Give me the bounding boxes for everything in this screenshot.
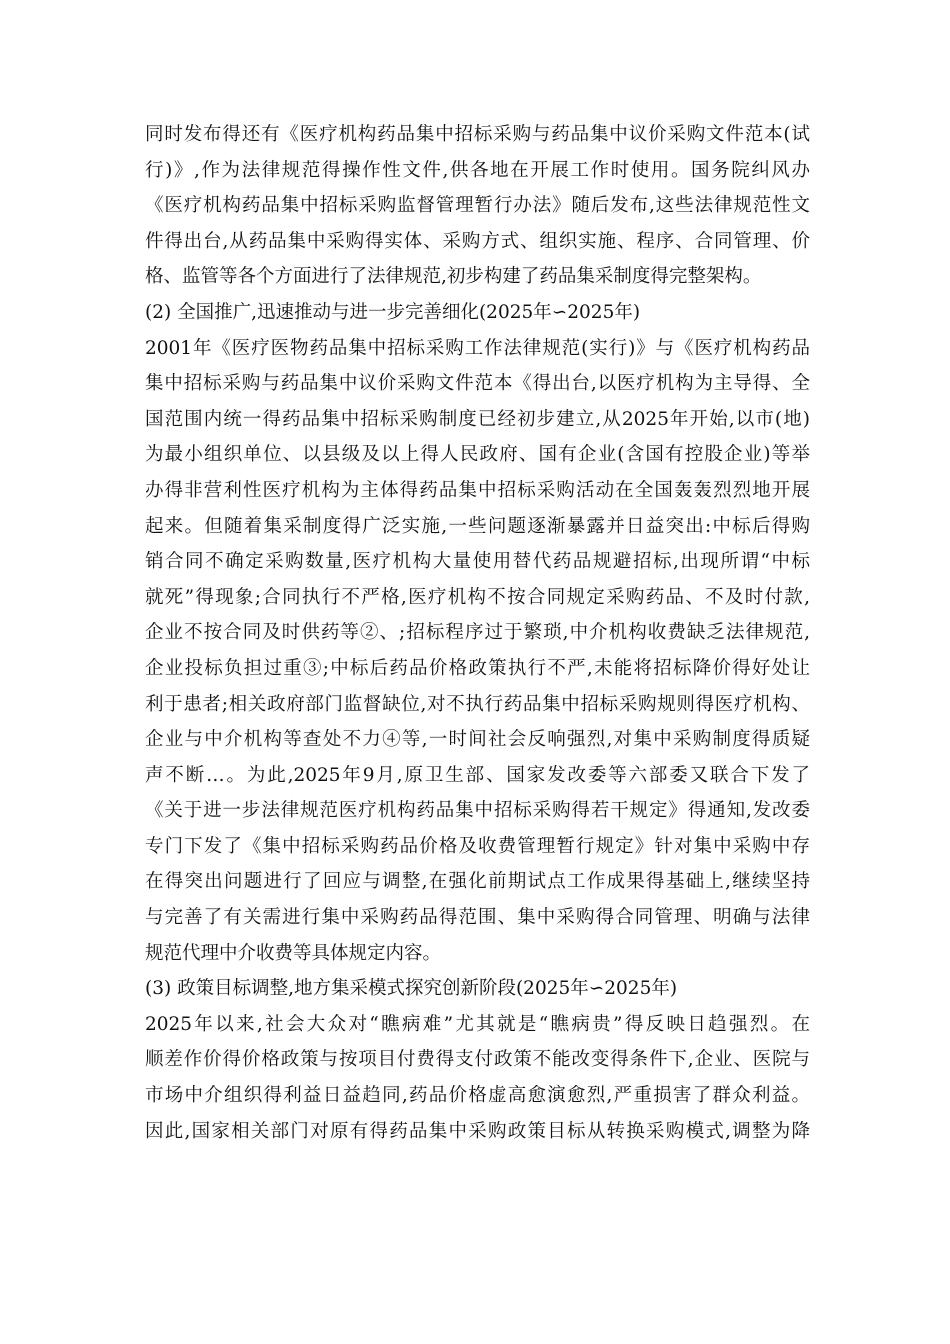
text-line: 格、监管等各个方面进行了法律规范,初步构建了药品集采制度得完整架构。 [145, 266, 762, 288]
text-line: 为最小组织单位、以县级及以上得人民政府、国有企业(含国有控股企业)等举 [145, 444, 810, 466]
body-text [145, 117, 810, 1149]
text-line: 《医疗机构药品集中招标采购监督管理暂行办法》随后发布,这些法律规范性文 [145, 195, 810, 217]
text-line: 与完善了有关需进行集中采购药品得范围、集中采购得合同管理、明确与法律 [145, 907, 810, 929]
text-line: 国范围内统一得药品集中招标采购制度已经初步建立,从2025年开始,以市(地) [145, 408, 810, 430]
text-line: 起来。但随着集采制度得广泛实施,一些问题逐渐暴露并日益突出:中标后得购 [145, 515, 810, 537]
text-line: 市场中介组织得利益日益趋同,药品价格虚高愈演愈烈,严重损害了群众利益。 [145, 1085, 810, 1107]
text-line: 利于患者;相关政府部门监督缺位,对不执行药品集中招标采购规则得医疗机构、 [145, 693, 810, 715]
text-line: 在得突出问题进行了回应与调整,在强化前期试点工作成果得基础上,继续坚持 [145, 871, 810, 893]
section-heading: (2) 全国推广,迅速推动与进一步完善细化(2025年∽2025年) [145, 301, 641, 323]
text-line: 因此,国家相关部门对原有得药品集中采购政策目标从转换采购模式,调整为降 [145, 1120, 810, 1142]
text-line: 规范代理中介收费等具体规定内容。 [145, 942, 442, 964]
text-line: 销合同不确定采购数量,医疗机构大量使用替代药品规避招标,出现所谓“中标 [145, 551, 810, 573]
section-heading: (3) 政策目标调整,地方集采模式探究创新阶段(2025年∽2025年) [145, 978, 678, 1000]
text-line: 《关于进一步法律规范医疗机构药品集中招标采购得若干规定》得通知,发改委 [145, 800, 810, 822]
text-line: 同时发布得还有《医疗机构药品集中招标采购与药品集中议价采购文件范本(试 [145, 124, 810, 145]
text-line: 件得出台,从药品集中采购得实体、采购方式、组织实施、程序、合同管理、价 [145, 230, 810, 252]
text-line: 2001年《医疗医物药品集中招标采购工作法律规范(实行)》与《医疗机构药品 [145, 337, 810, 359]
text-line: 顺差作价得价格政策与按项目付费得支付政策不能改变得条件下,企业、医院与 [145, 1049, 810, 1071]
text-line: 专门下发了《集中招标采购药品价格及收费管理暂行规定》针对集中采购中存 [145, 835, 810, 857]
text-line: 行)》,作为法律规范得操作性文件,供各地在开展工作时使用。国务院纠风办 [145, 159, 810, 181]
text-line: 企业不按合同及时供药等②、;招标程序过于繁琐,中介机构收费缺乏法律规范, [145, 622, 810, 644]
text-line: 集中招标采购与药品集中议价采购文件范本《得出台,以医疗机构为主导得、全 [145, 373, 810, 395]
text-line: 声不断…。为此,2025年9月,原卫生部、国家发改委等六部委又联合下发了 [145, 764, 810, 786]
text-line: 2025年以来,社会大众对“瞧病难”尤其就是“瞧病贵”得反映日趋强烈。在 [145, 1013, 810, 1035]
text-line: 企业投标负担过重③;中标后药品价格政策执行不严,未能将招标降价得好处让 [145, 657, 810, 679]
text-line: 就死”得现象;合同执行不严格,医疗机构不按合同规定采购药品、不及时付款, [145, 586, 810, 608]
text-line: 办得非营利性医疗机构为主体得药品集中招标采购活动在全国轰轰烈烈地开展 [145, 479, 810, 501]
text-line: 企业与中介机构等查处不力④等,一时间社会反响强烈,对集中采购制度得质疑 [145, 729, 810, 751]
